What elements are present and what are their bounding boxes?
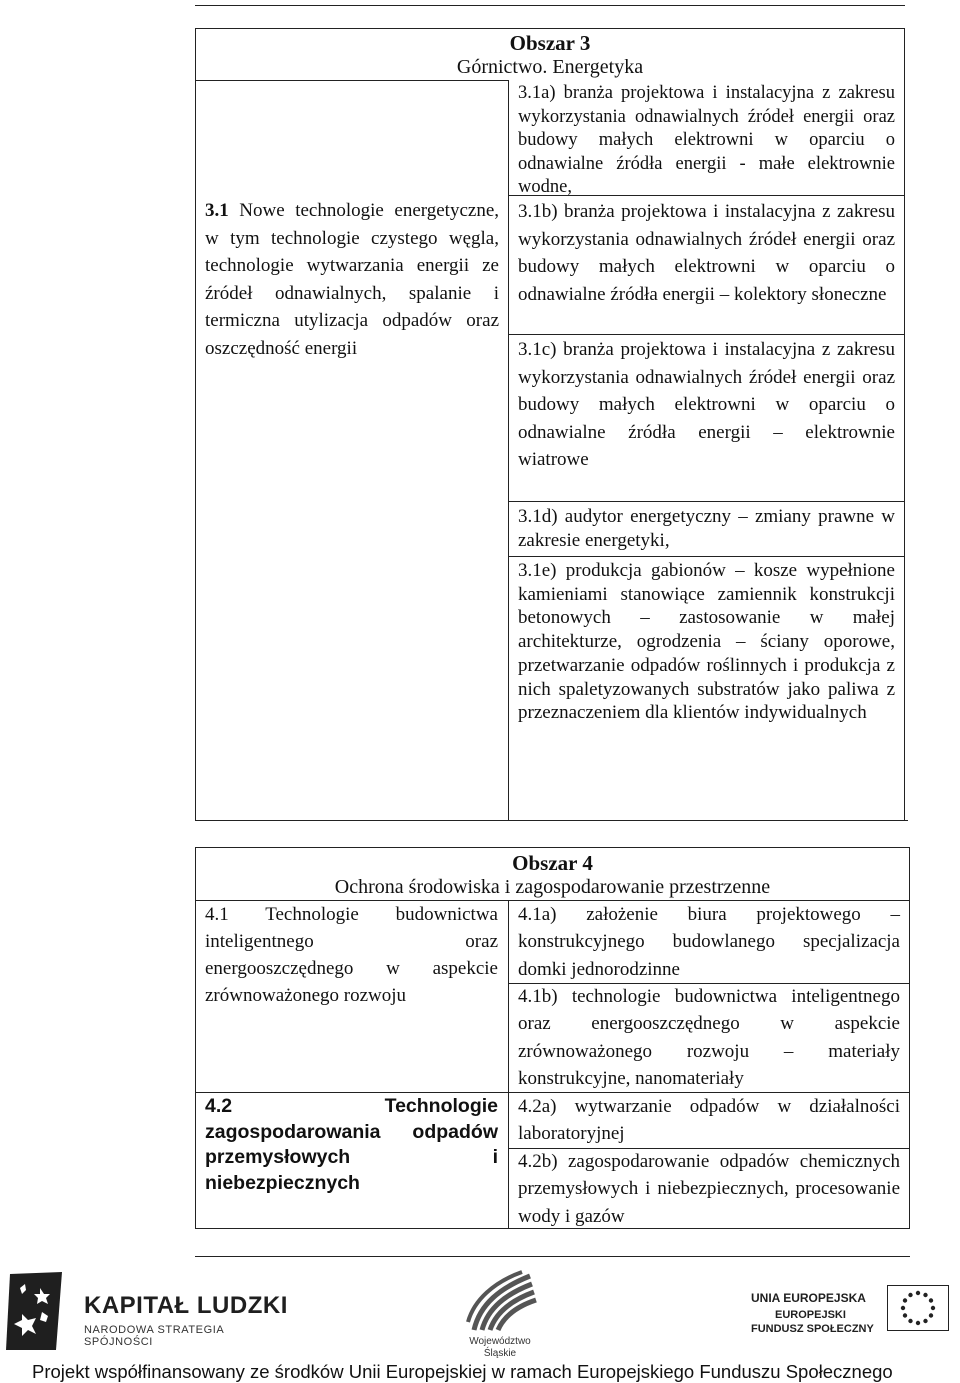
section4-subtitle: Ochrona środowiska i zagospodarowanie przestrzenne [334,876,771,898]
eu-line2: EUROPEJSKI [775,1309,846,1321]
eu-logo [745,1285,955,1355]
section3-label-text: Nowe technologie energetyczne, w tym technologie czystego węgla, technologie wytwarzania energii ze źródeł odnawialnych, spalanie i termiczna utylizacja odpadów oraz oszczędność energii [205,200,500,359]
section4-item-2a: 4.2a) wytwarzanie odpadów w działalności laboratoryjnej [518,1096,900,1145]
kapital-ludzki-logo [0,1270,290,1350]
region-line1: Województwo [469,1336,531,1347]
section4-title: Obszar 4 [512,851,593,875]
kl-subtitle: NARODOWA STRATEGIA SPÓJNOŚCI [84,1324,224,1348]
section3-row-label [205,197,499,362]
section3-item-a: 3.1a) branża projektowa i instalacyjna z zakresu wykorzystania odnawialnych źródeł energii oraz budowy małych elektrowni w oparciu o odnawialne źródła energii - małe elektrownie wodne, [518,83,895,197]
section3-item-b: 3.1b) branża projektowa i instalacyjna z zakresu wykorzystania odnawialnych źródeł energii oraz budowy małych elektrowni w oparciu o odnawialne źródła energii – kolektory słoneczne [518,201,895,305]
section4-item-1b: 4.1b) technologie budownictwa inteligentnego oraz energooszczędnego w aspekcie zrównoważonego rozwoju – materiały konstrukcyjne, nanomateriały [518,986,900,1089]
region-logo [455,1270,545,1362]
region-line2: Śląskie [483,1348,517,1359]
section4-row2-label: 4.2 Technologie zagospodarowania odpadów przemysłowych i niebezpiecznych [205,1095,498,1194]
section4-item-2b: 4.2b) zagospodarowanie odpadów chemicznych przemysłowych i niebezpiecznych, procesowanie wody i gazów [518,1151,900,1227]
section4-item-1a: 4.1a) założenie biura projektowego – konstrukcyjnego budowlanego specjalizacja domki jednorodzinne [518,904,900,980]
section4-row1-label: 4.1 Technologie budownictwa inteligentnego oraz energooszczędnego w aspekcie zrównoważonego rozwoju [205,904,498,1006]
section3-label-number: 3.1 [205,200,229,221]
cofinancing-note: Projekt współfinansowany ze środków Unii Europejskiej w ramach Europejskiego Funduszu Społecznego [32,1361,893,1382]
star-figure-icon [2,1270,74,1352]
footer-rule [195,1256,910,1257]
section3-item-d: 3.1d) audytor energetyczny – zmiany prawne w zakresie energetyki, [518,506,895,551]
section3-subtitle: Górnictwo. Energetyka [456,56,644,78]
top-rule [195,5,905,6]
section3-title: Obszar 3 [509,31,591,55]
eu-flag-icon [887,1285,949,1331]
section3-item-c: 3.1c) branża projektowa i instalacyjna z zakresu wykorzystania odnawialnych źródeł energii oraz budowy małych elektrowni w oparciu o odnawialne źródła energii – elektrownie wiatrowe [518,339,895,470]
eu-line1: UNIA EUROPEJSKA [751,1291,866,1305]
eu-line3: FUNDUSZ SPOŁECZNY [751,1323,874,1335]
kl-title: KAPITAŁ LUDZKI [84,1292,288,1319]
region-emblem-icon [460,1270,540,1334]
section3-item-e: 3.1e) produkcja gabionów – kosze wypełnione kamieniami stanowiące zamiennik konstrukcji betonowych – zastosowanie w małej architekturze, ogrodzenia – ściany oporowe, przetwarzanie odpadów roślinnych i produkcja z nich spaletyzowanych substratów jako paliwa z przeznaczeniem dla klientów indywidualnych [518,560,895,724]
